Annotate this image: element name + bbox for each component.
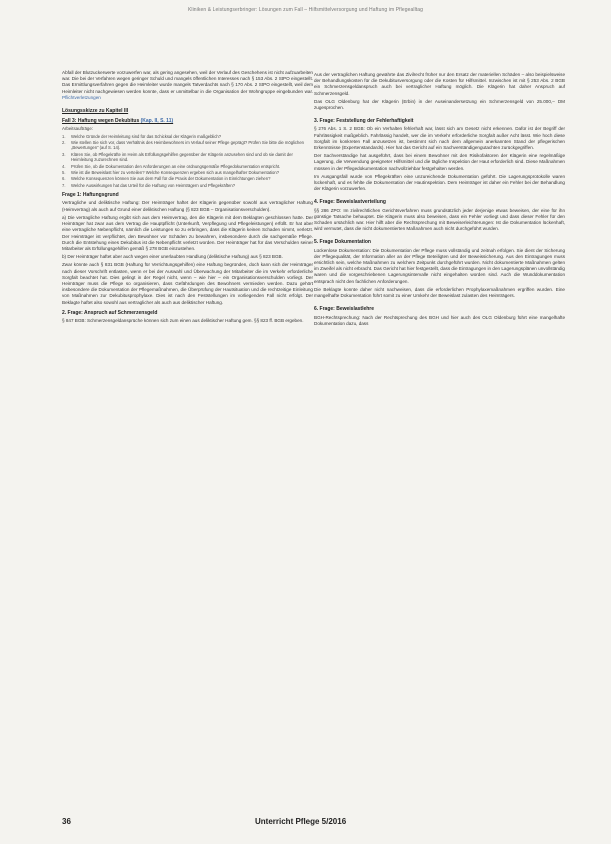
task-item: 3. Klären Sie, ob Pflegekräfte im Heim als Erfüllungsgehilfen gegenüber der Klägerin anzusehen sind und ob sie damit der Heimleitung zuzurechnen sind. (62, 151, 293, 163)
tasks-heading: Arbeitsaufträge: (62, 126, 93, 132)
task-item: 1. Welche Gründe der Heimleitung sind für das Schicksal der Klägerin maßgeblich? (62, 133, 222, 139)
q5-heading: 5. Frage Dokumentation (314, 239, 371, 246)
left-column (62, 70, 313, 326)
q5-body: Lückenlose Dokumentation: Die Dokumentation der Pflege muss vollständig und zeitnah erfolgen. Sie dient der Sicherung der Pflegequalität, der Information aller an der Pflege Beteiligten und der Beweissicherung. Aus den Eintragungen muss ersichtlich sein, welche Maßnahmen zu welchem Zeitpunkt durchgeführt wurden. Nicht dokumentierte Maßnahmen gelten im Zweifel als nicht erbracht. Das Gericht hat hier festgestellt, dass die Eintragungen in den Lagerungsplänen unvollständig waren und die vorgeschriebenen Lagerungsintervalle nicht eingehalten worden sind. Auch die Wunddokumentation entsprach nicht den fachlichen Anforderungen. (314, 247, 565, 284)
task-item: 4. Prüfen Sie, ob die Dokumentation den Anforderungen an eine ordnungsgemäße Pflegedokumentation entspricht. (62, 163, 281, 169)
task-item: 5. Wie ist die Beweislast hier zu verteilen? Welche Konsequenzen ergeben sich aus mangelhafter Dokumentation? (62, 170, 280, 176)
q3-body-3: Im Ausgangsfall wurde von Pflegekräften eine unzureichende Dokumentation geführt. Die Lagerungsprotokolle waren lückenhaft, und es fehlte die Dokumentation der Hautinspektion. Dem Heimträger ist daher ein Fehler bei der Behandlung der Klägerin vorzuwerfen. (314, 173, 565, 192)
q6-heading: 6. Frage: Beweislastlehre (314, 306, 375, 313)
case-ref: (Kap. II, S. 11) (140, 118, 174, 125)
page-number: 36 (62, 817, 71, 826)
task-list (62, 134, 313, 189)
olg-text: Das OLG Oldenburg hat der Klägerin (Erbin) in der Auseinandersetzung ein Schmerzensgeld von 25.000,– DM zugesprochen. (314, 98, 565, 111)
task-item: 7. Welche Auswirkungen hat das Urteil für die Haftung von Heimträgern und Pflegekräften? (62, 182, 236, 188)
b-body: Zwar könnte auch § 831 BGB (Haftung für Verrichtungsgehilfen) eine Haftung begründen, doch kann sich der Heimträger nach dieser Vorschrift entlasten, wenn er bei der Auswahl und Überwachung der Mitarbeiter die im Verkehr erforderliche Sorgfalt beachtet hat. Dies gelingt in der Regel nicht, wenn – wie hier – ein Organisationsverschulden vorliegt. Der Heimträger muss die Pflege so organisieren, dass Gefährdungen des Bewohners vermieden werden. Dazu gehört insbesondere die Dokumentation der Pflegemaßnahmen, die Überprüfung der Hautsituation und die rechtzeitige Einleitung von Maßnahmen zur Dekubitusprophylaxe. Dies ist nach den Feststellungen im vorliegenden Fall nicht erfolgt. Der Beklagte haftet also sowohl aus vertraglicher als auch aus deliktischer Haftung. (62, 262, 313, 305)
q6-body: BGH-Rechtsprechung: Nach der Rechtsprechung des BGH und hier auch des OLG Oldenburg führt eine mangelhafte Dokumentation dazu, dass (314, 314, 565, 326)
solution-heading: Lösungsskizze zu Kapitel III (62, 108, 129, 115)
task-item: 2. Wie stellen Sie sich vor, dass Verhältnis des Heimbewohners im Verlauf seiner Pflege geprägt? Prüfen Sie bitte die möglichen „Bewertungen“ (auf S. 14). (62, 140, 304, 151)
intro-link: Pflichtverletzungen (62, 94, 101, 100)
running-head: Kliniken & Leistungserbringer: Lösungen zum Fall – Hilfsmittelversorgung und Haftung im Pflegealltag (187, 7, 424, 13)
q3-body: § 276 Abs. 1 S. 2 BGB: Ob ein Verhalten fehlerhaft war, lässt sich am Gesetz nicht erkennen. Dafür ist der Begriff der Fahrlässigkeit maßgeblich. Fahrlässig handelt, wer die im Verkehr erforderliche Sorgfalt außer Acht lässt. Wie hoch diese Sorgfalt im konkreten Fall anzusetzen ist, bestimmt sich nach dem allgemein anerkannten Stand der pflegerischen Erkenntnisse (Expertenstandards). Hier hat das Gericht auf ein Sachverständigengutachten zurückgegriffen. (314, 126, 565, 151)
q2-heading: 2. Frage: Anspruch auf Schmerzensgeld (62, 309, 158, 316)
q5-body-2: Die Beklagte konnte daher nicht nachweisen, dass die erforderlichen Prophylaxemaßnahmen ergriffen wurden. Eine mangelhafte Dokumentation führt somit zu einer Umkehr der Beweislast zulasten des Heimträgers. (314, 286, 565, 299)
q3-heading: 3. Frage: Feststellung der Fehlerhaftigkeit (314, 118, 414, 125)
q1-heading: Frage 1: Haftungsgrund (62, 192, 119, 199)
q2-body: § 847 BGB: Schmerzensgeldansprüche können sich zum einen aus deliktischer Haftung gem. §§ 823 ff. BGB ergeben. (62, 317, 304, 323)
journal-title: Unterricht Pflege 5/2016 (255, 817, 347, 826)
a-paragraph: a) Die vertragliche Haftung ergibt sich aus dem Heimvertrag, den die Klägerin mit dem Beklagten geschlossen hatte. Der Heimträger hat zwar aus dem Vertrag die Hauptpflicht (Unterkunft, Verpflegung und Pflegeleistungen) erfüllt. Er hat aber eine vertragliche Nebenpflicht, nämlich die Leistungen so zu erbringen, dass die Klägerin keinen Schaden nimmt, verletzt. Der Heimträger ist verpflichtet, den Bewohner vor Schäden zu bewahren, insbesondere durch die sachgemäße Pflege. Durch die Entstehung eines Dekubitus ist die Nebenpflicht verletzt worden. Der Heimträger hat für das Verschulden seiner Mitarbeiter als Erfüllungsgehilfen gemäß § 278 BGB einzustehen. (62, 214, 313, 251)
right-intro: Aus der vertraglichen Haftung gewährte das Zivilrecht früher nur den Ersatz der materiellen Schäden – also beispielsweise der Behandlungskosten für die Dekubitusversorgung oder die Kosten für Hilfsmittel. Inzwischen ist mit § 253 Abs. 2 BGB ein Schmerzensgeldanspruch auch bei vertraglicher Haftung möglich. Die Klägerin hat daher Anspruch auf Schmerzensgeld. (314, 72, 565, 96)
q1-body: Vertragliche und deliktische Haftung: Der Heimträger haftet der Klägerin gegenüber sowohl aus vertraglicher Haftung (Heimvertrag) als auch auf Grund einer deliktischen Haftung (§ 823 BGB – Organisationsverschulden). (62, 200, 313, 212)
right-column (314, 72, 565, 329)
task-item: 6. Welche Konsequenzen können Sie aus dem Fall für die Praxis der Dokumentation in Einrichtungen ziehen? (62, 176, 271, 182)
case-heading: Fall 3: Haftung wegen Dekubitus (Kap. II, S. 11) (62, 118, 174, 125)
q4-body: §§ 286 ZPO: Im zivilrechtlichen Gerichtsverfahren muss grundsätzlich jeder derjenige etwas beweisen, der eine für ihn günstige Tatsache behauptet. Die Klägerin muss also beweisen, dass ein Fehler vorliegt und dass dieser Fehler für den Schaden ursächlich war. Hier hilft aber die Rechtsprechung mit Beweiserleichterungen: Ist die Dokumentation lückenhaft, wird vermutet, dass die nicht dokumentierten Maßnahmen auch nicht durchgeführt wurden. (314, 207, 565, 232)
b-paragraph: b) Der Heimträger haftet aber auch wegen einer unerlaubten Handlung (deliktische Haftung) aus § 823 BGB. (62, 254, 283, 260)
q3-body-2: Der Sachverständige hat ausgeführt, dass bei einem Bewohner mit den Risikofaktoren der Klägerin eine regelmäßige Lagerung, die Verwendung geeigneter Hilfsmittel und die tägliche Inspektion der Haut erforderlich sind. Diese Maßnahmen müssen in der Pflegedokumentation nachvollziehbar festgehalten werden. (314, 153, 565, 171)
left-intro: Abfall der Blutzuckerwerte vorzuwerfen war, als gering angesehen, weil der Verlauf des Geschehens ist nicht aufzuarbeiten war. Die bei der Verfahren wegen geringer Schuld und mangels öffentlichen Interesses nach § 153 Abs. 2 StPO eingestellt. Das Ermittlungsverfahren gegen die Heimleiter wurde mangels Tatverdachts nach § 170 Abs. 2 StPO eingestellt, weil dem Heimleiter nicht nachgewiesen werden konnte, dass er unmittelbar in die Organisation der Wohngruppe eingebunden war. Pflichtverletzungen (62, 70, 313, 100)
q4-heading: 4. Frage: Beweislastverteilung (314, 199, 386, 206)
